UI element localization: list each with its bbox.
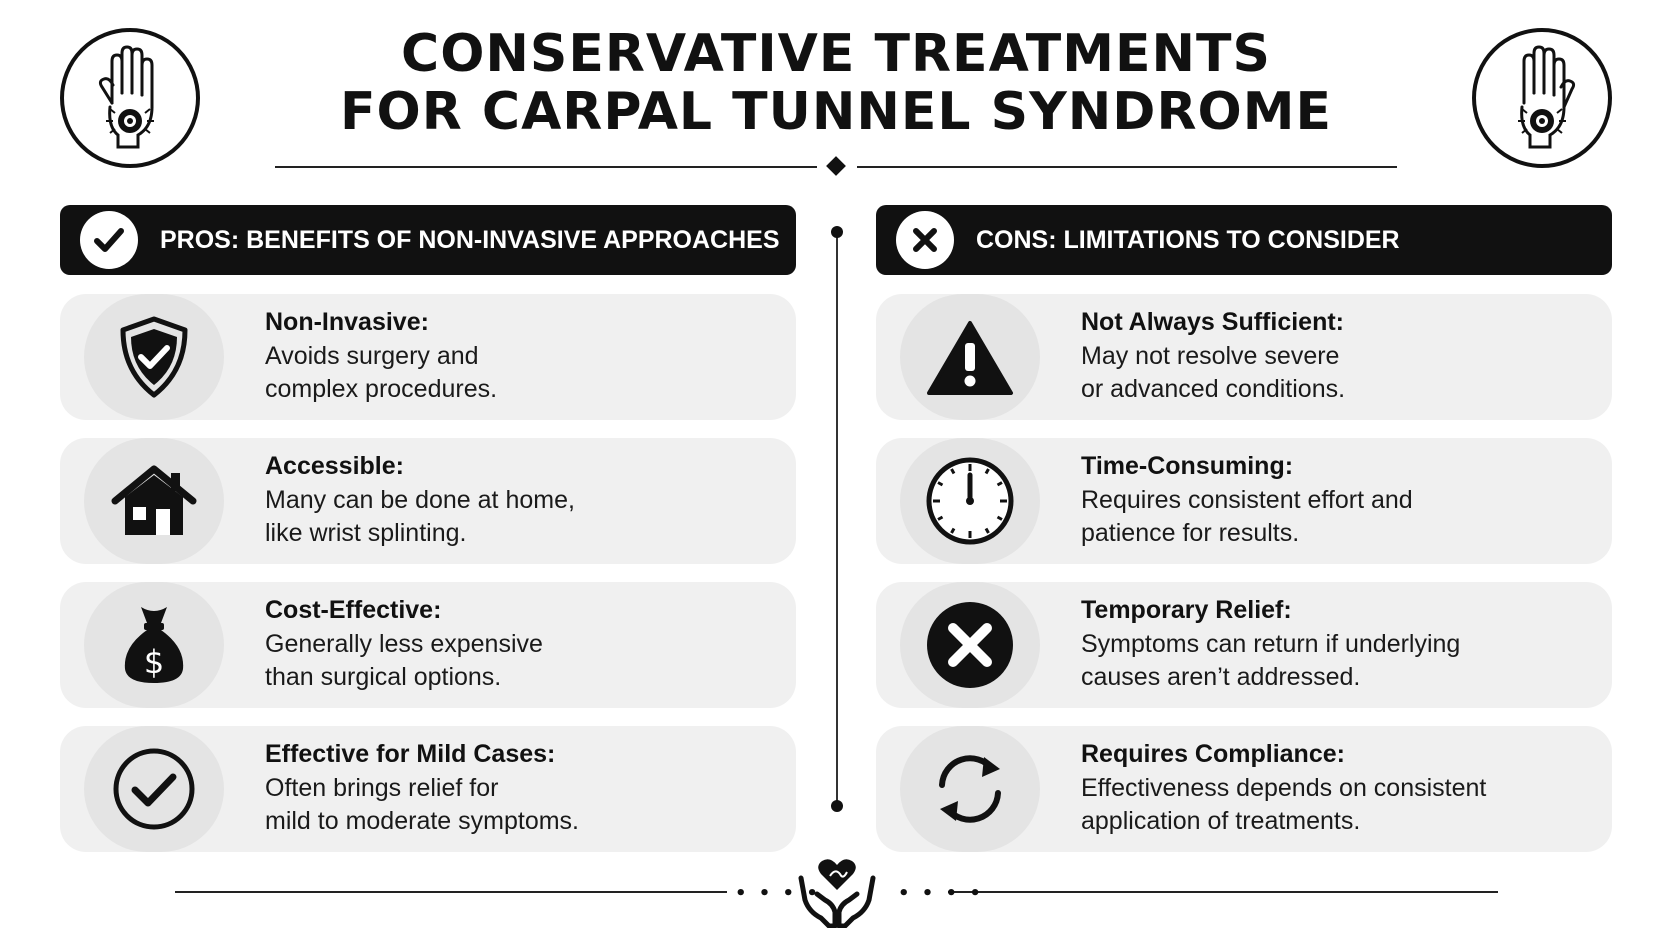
column-divider-bottom-dot: [831, 800, 843, 812]
card-text-line-1: Generally less expensive: [265, 630, 543, 658]
hands-heart-icon: [795, 852, 879, 928]
card-title: Not Always Sufficient:: [1081, 308, 1344, 336]
card-text-line-2: complex procedures.: [265, 375, 498, 403]
pros-card-non-invasive: [60, 294, 796, 420]
card-text-line-1: Many can be done at home,: [265, 486, 575, 514]
card-text-line-1: Symptoms can return if underlying: [1081, 630, 1461, 658]
card-text-line-1: Effectiveness depends on consistent: [1081, 774, 1487, 802]
check-circle-icon: [84, 726, 224, 852]
check-icon: [80, 211, 138, 269]
svg-text:$: $: [143, 643, 165, 681]
divider-diamond: [826, 156, 846, 176]
cons-card-not-sufficient: [876, 294, 1612, 420]
card-title: Requires Compliance:: [1081, 740, 1345, 768]
card-text-line-1: Requires consistent effort and: [1081, 486, 1413, 514]
card-text-line-2: causes aren’t addressed.: [1081, 663, 1361, 691]
footer-line-left: [175, 891, 727, 893]
footer-dots-left: • • • •: [735, 883, 821, 904]
x-circle-icon: [900, 582, 1040, 708]
card-text-line-2: or advanced conditions.: [1081, 375, 1346, 403]
money-bag-icon: [84, 582, 224, 708]
footer-dots-right: • • • •: [898, 883, 984, 904]
card-text-line-2: mild to moderate symptoms.: [265, 807, 579, 835]
card-text-line-1: Often brings relief for: [265, 774, 499, 802]
cons-card-time-consuming: [876, 438, 1612, 564]
shield-check-icon: [84, 294, 224, 420]
card-title: Accessible:: [265, 452, 404, 480]
clock-icon: [900, 438, 1040, 564]
card-text-line-1: May not resolve severe: [1081, 342, 1340, 370]
cons-card-temporary-relief: [876, 582, 1612, 708]
cons-card-requires-compliance: [876, 726, 1612, 852]
pros-header-label: PROS: BENEFITS OF NON-INVASIVE APPROACHES: [160, 225, 780, 254]
card-text-line-1: Avoids surgery and: [265, 342, 479, 370]
page-title-line-2: FOR CARPAL TUNNEL SYNDROME: [340, 82, 1332, 142]
house-icon: [84, 438, 224, 564]
card-title: Time-Consuming:: [1081, 452, 1294, 480]
card-title: Cost-Effective:: [265, 596, 442, 624]
pros-card-accessible: [60, 438, 796, 564]
hand-pain-icon: [1472, 28, 1612, 168]
refresh-icon: [900, 726, 1040, 852]
card-title: Effective for Mild Cases:: [265, 740, 556, 768]
title-divider-left: [275, 166, 817, 168]
column-divider-top-dot: [831, 226, 843, 238]
pros-card-cost-effective: [60, 582, 796, 708]
cons-header-label: CONS: LIMITATIONS TO CONSIDER: [976, 225, 1400, 254]
page-title-line-1: CONSERVATIVE TREATMENTS: [401, 24, 1271, 84]
card-text-line-2: like wrist splinting.: [265, 519, 467, 547]
hand-pain-icon: [60, 28, 200, 168]
card-title: Non-Invasive:: [265, 308, 429, 336]
pros-header: [60, 205, 796, 275]
column-divider: [836, 230, 838, 806]
card-title: Temporary Relief:: [1081, 596, 1292, 624]
card-text-line-2: patience for results.: [1081, 519, 1300, 547]
title-divider-right: [857, 166, 1397, 168]
footer-line-right: [948, 891, 1498, 893]
warning-icon: [900, 294, 1040, 420]
card-text-line-2: than surgical options.: [265, 663, 502, 691]
pros-card-effective-mild: [60, 726, 796, 852]
cons-header: [876, 205, 1612, 275]
x-icon: [896, 211, 954, 269]
card-text-line-2: application of treatments.: [1081, 807, 1361, 835]
